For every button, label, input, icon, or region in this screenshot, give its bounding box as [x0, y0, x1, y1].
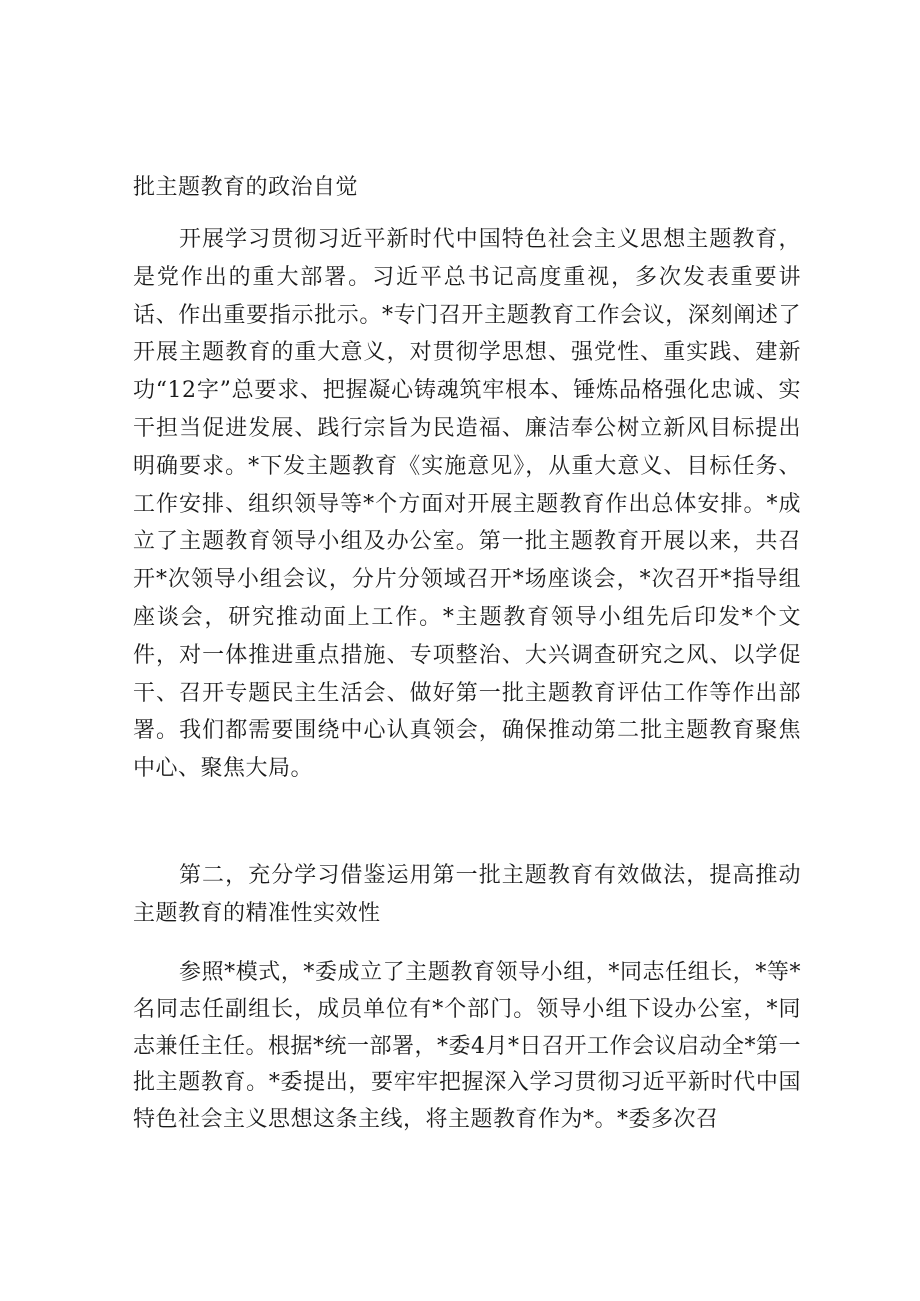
heading-continuation: 批主题教育的政治自觉 [133, 175, 359, 200]
section-heading-2: 第二，充分学习借鉴运用第一批主题教育有效做法，提高推动主题教育的精准性实效性 [133, 863, 801, 926]
body-paragraph-1: 开展学习贯彻习近平新时代中国特色社会主义思想主题教育，是党作出的重大部署。习近平总书记高度重视，多次发表重要讲话、作出重要指示批示。*专门召开主题教育工作会议，深刻阐述了开展主题教育的重大意义，对贯彻学思想、强党性、重实践、建新功“12字”总要求、把握凝心铸魂筑牢根本、锤炼品格强化忠诚、实干担当促进发展、践行宗旨为民造福、廉洁奉公树立新风目标提出明确要求。*下发主题教育《实施意见》，从重大意义、目标任务、工作安排、组织领导等*个方面对开展主题教育作出总体安排。*成立了主题教育领导小组及办公室。第一批主题教育开展以来，共召开*次领导小组会议，分片分领域召开*场座谈会，*次召开*指导组座谈会，研究推动面上工作。*主题教育领导小组先后印发*个文件，对一体推进重点措施、专项整治、大兴调查研究之风、以学促干、召开专题民主生活会、做好第一批主题教育评估工作等作出部署。我们都需要围绕中心认真领会，确保推动第二批主题教育聚焦中心、聚焦大局。 [133, 227, 801, 782]
body-paragraph-3: 参照*模式，*委成立了主题教育领导小组，*同志任组长，*等*名同志任副组长，成员单位有*个部门。领导小组下设办公室，*同志兼任主任。根据*统一部署，*委4月*日召开工作会议启动全*第一批主题教育。*委提出，要牢牢把握深入学习贯彻习近平新时代中国特色社会主义思想这条主线，将主题教育作为*。*委多次召 [133, 960, 801, 1133]
